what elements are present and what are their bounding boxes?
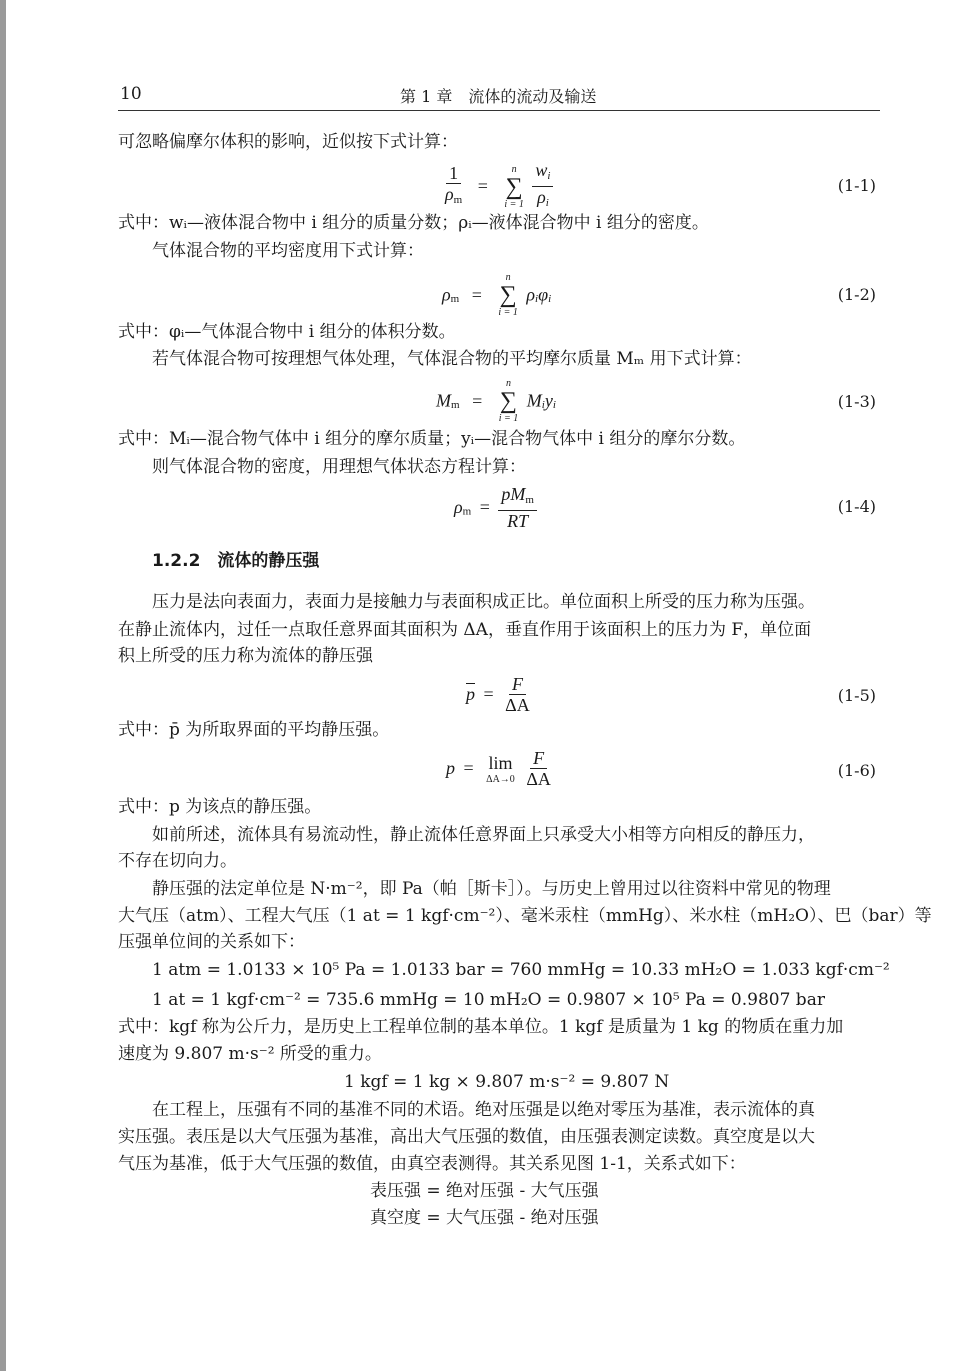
equals-sign: = — [477, 176, 488, 196]
symbol: M — [526, 390, 542, 411]
text-line: 不存在切向力。 — [118, 851, 237, 871]
text-line: 气体混合物的平均密度用下式计算： — [152, 241, 424, 261]
lower-limit: i = 1 — [504, 198, 524, 210]
equation-number: (1-6) — [837, 761, 876, 780]
equation-1-5 — [466, 674, 533, 715]
fraction — [532, 160, 553, 213]
symbol: M — [510, 484, 526, 504]
fraction — [498, 484, 537, 531]
subscript: i — [535, 293, 539, 306]
lim-operator: lim — [488, 752, 513, 773]
summation — [504, 164, 524, 210]
text-line: 压强单位间的关系如下： — [118, 932, 305, 952]
equation-number: (1-3) — [837, 392, 876, 411]
symbol: M — [436, 390, 451, 411]
fraction — [442, 163, 465, 210]
relation-line: 表压强 = 绝对压强 - 大气压强 — [370, 1181, 599, 1201]
equals-sign: = — [472, 390, 483, 411]
equals-sign: = — [471, 284, 482, 305]
text-line: 可忽略偏摩尔体积的影响，近似按下式计算： — [118, 132, 458, 152]
numerator — [498, 484, 537, 511]
subscript: i — [541, 399, 545, 412]
symbol: ρ — [526, 284, 536, 305]
limit — [486, 753, 515, 785]
symbol: $\overline{p}$ — [466, 684, 475, 704]
running-header: 第 1 章 流体的流动及输送 — [400, 87, 597, 106]
subscript: i — [548, 293, 552, 306]
text-line: 式中：wᵢ—液体混合物中 i 组分的质量分数；ρᵢ—液体混合物中 i 组分的密度。 — [118, 213, 709, 233]
limit-condition: ΔA→0 — [486, 773, 515, 785]
sigma-symbol: ∑ — [499, 282, 517, 308]
denominator: ΔA — [526, 769, 551, 789]
numerator — [532, 160, 553, 187]
numerator: F — [530, 748, 547, 769]
upper-limit: n — [505, 272, 511, 283]
equation-number: (1-5) — [837, 686, 876, 705]
sigma-symbol: ∑ — [499, 388, 518, 414]
symbol: ρ — [442, 284, 451, 305]
text-line: 在工程上，压强有不同的基准不同的术语。绝对压强是以绝对零压为基准，表示流体的真 — [152, 1100, 815, 1120]
summation — [499, 378, 519, 424]
text-line: 实压强。表压是以大气压强为基准，高出大气压强的数值，由压强表测定读数。真空度是以大 — [118, 1127, 815, 1147]
text-line: 式中：kgf 称为公斤力，是历史上工程单位制的基本单位。1 kgf 是质量为 1 kg 的物质在重力加 — [118, 1017, 844, 1037]
equation-number: (1-4) — [837, 497, 876, 516]
equation-1-3 — [436, 378, 556, 424]
text-line: 若气体混合物可按理想气体处理，气体混合物的平均摩尔质量 Mₘ 用下式计算： — [152, 349, 752, 369]
text-line: 静压强的法定单位是 N·m⁻²，即 Pa（帕［斯卡］）。与历史上曾用过以往资料中常见的物理 — [152, 879, 831, 899]
text-line: 大气压（atm）、工程大气压（1 at = 1 kgf·cm⁻²）、毫米汞柱（mmHg）、米水柱（mH₂O）、巴（bar）等 — [118, 906, 932, 926]
sigma-symbol: ∑ — [505, 173, 523, 200]
fraction — [523, 748, 554, 789]
summation — [498, 272, 518, 318]
equation-1-6 — [446, 748, 554, 789]
symbol: ρ — [445, 184, 454, 204]
denominator — [534, 187, 552, 213]
scan-edge — [0, 0, 6, 1371]
page-number: 10 — [120, 84, 142, 104]
lower-limit: i = 1 — [498, 307, 518, 318]
text-line: 式中：Mᵢ—混合物气体中 i 组分的摩尔质量；yᵢ—混合物气体中 i 组分的摩尔分数。 — [118, 429, 746, 449]
equals-sign: = — [483, 684, 494, 704]
symbol: ρ — [454, 497, 463, 517]
text-line: 式中：p 为该点的静压强。 — [118, 797, 322, 817]
symbol: ρ — [537, 187, 546, 207]
subscript: m — [450, 293, 460, 306]
text-line: 则气体混合物的密度，用理想气体状态方程计算： — [152, 457, 526, 477]
text-line: 式中：p̄ 为所取界面的平均静压强。 — [118, 720, 390, 740]
text-line: 式中：φᵢ—气体混合物中 i 组分的体积分数。 — [118, 322, 456, 342]
symbol: y — [544, 390, 553, 411]
relation-line: 真空度 = 大气压强 - 绝对压强 — [370, 1208, 599, 1228]
symbol: p — [501, 484, 511, 504]
numerator: F — [509, 674, 526, 695]
subscript: i — [552, 399, 556, 412]
equation-number: (1-2) — [837, 285, 876, 304]
upper-limit: n — [505, 378, 511, 389]
text-line: 积上所受的压力称为流体的静压强 — [118, 646, 373, 666]
text-line: 如前所述，流体具有易流动性，静止流体任意界面上只承受大小相等方向相反的静压力， — [152, 825, 815, 845]
denominator: RT — [507, 511, 529, 531]
equation-1-4 — [454, 484, 537, 531]
section-heading: 1.2.2 流体的静压强 — [152, 551, 320, 571]
formula-line: 1 kgf = 1 kg × 9.807 m·s⁻² = 9.807 N — [344, 1072, 670, 1092]
equals-sign: = — [463, 758, 474, 778]
equation-number: (1-1) — [837, 176, 876, 195]
denominator: ΔA — [505, 695, 530, 715]
symbol: φ — [538, 284, 549, 305]
subscript: m — [462, 505, 472, 518]
equals-sign: = — [479, 497, 490, 517]
subscript: i — [547, 170, 551, 182]
numerator: 1 — [446, 163, 461, 184]
symbol: p — [446, 758, 455, 778]
subscript: m — [453, 194, 463, 206]
lower-limit: i = 1 — [498, 413, 519, 424]
header-rule — [118, 110, 880, 111]
unit-relation-line: 1 atm = 1.0133 × 10⁵ Pa = 1.0133 bar = 760 mmHg = 10.33 mH₂O = 1.033 kgf·cm⁻² — [152, 960, 890, 980]
unit-relation-line: 1 at = 1 kgf·cm⁻² = 735.6 mmHg = 10 mH₂O = 0.9807 × 10⁵ Pa = 0.9807 bar — [152, 990, 825, 1010]
text-line: 压力是法向表面力，表面力是接触力与表面积成正比。单位面积上所受的压力称为压强。 — [152, 592, 815, 612]
text-line: 气压为基准，低于大气压强的数值，由真空表测得。其关系见图 1-1，关系式如下： — [118, 1154, 746, 1174]
subscript: m — [451, 399, 460, 412]
equation-1-2 — [442, 272, 551, 318]
fraction — [502, 674, 533, 715]
subscript: m — [525, 494, 534, 506]
symbol: w — [535, 160, 548, 180]
denominator — [442, 184, 465, 210]
text-line: 在静止流体内，过任一点取任意界面其面积为 ΔA，垂直作用于该面积上的压力为 F，单位面 — [118, 620, 812, 640]
upper-limit: n — [511, 163, 517, 175]
equation-1-1 — [442, 160, 553, 213]
subscript: i — [545, 197, 549, 209]
text-line: 速度为 9.807 m·s⁻² 所受的重力。 — [118, 1044, 382, 1064]
